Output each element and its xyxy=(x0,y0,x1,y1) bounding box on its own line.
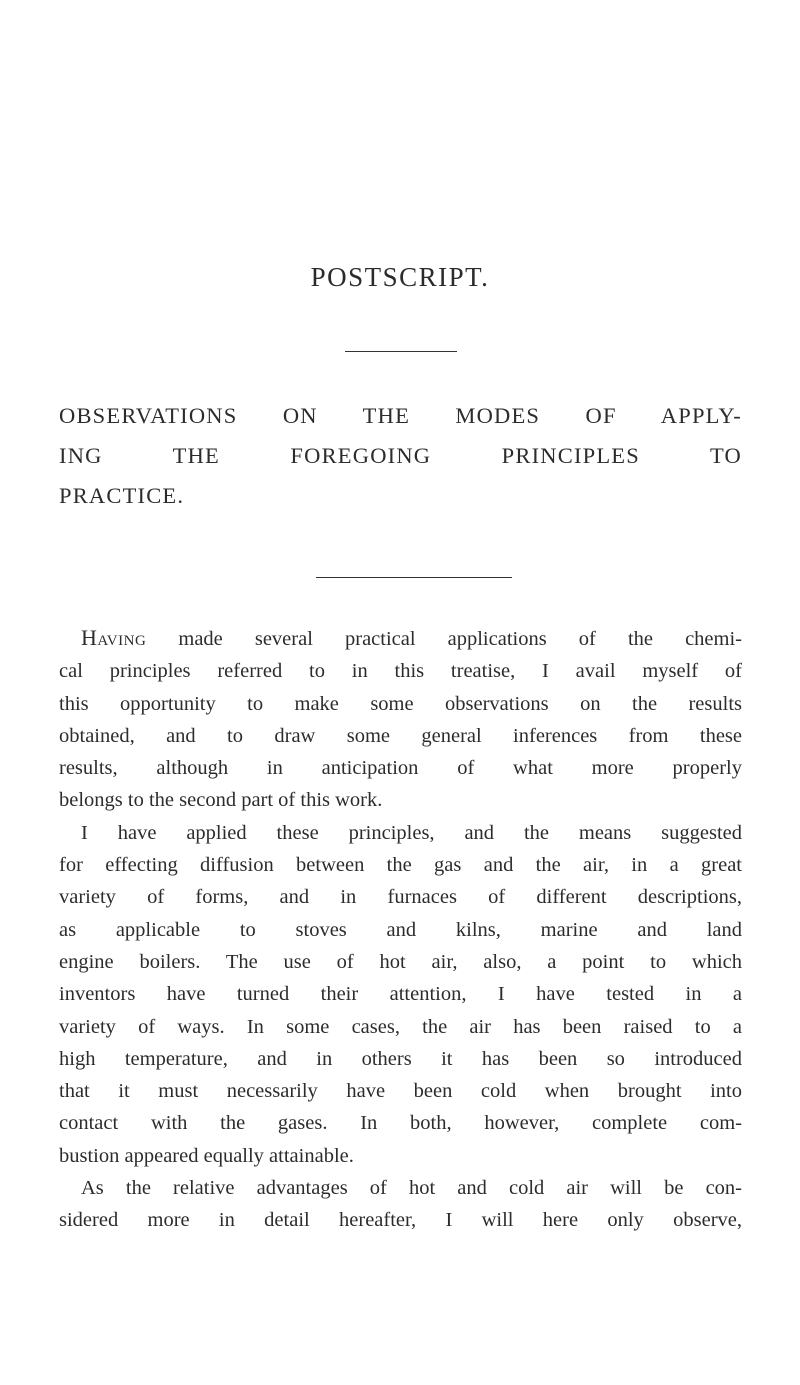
heading-line: PRACTICE. xyxy=(59,483,185,508)
page-title: POSTSCRIPT. xyxy=(310,262,490,292)
text-line: As the relative advantages of hot and cold air will be con- xyxy=(81,1177,742,1200)
text-line: high temperature, and in others it has been so introduced xyxy=(59,1047,742,1070)
heading-line: ING THE FOREGOING PRINCIPLES TO xyxy=(59,443,742,468)
text-line: belongs to the second part of this work. xyxy=(59,789,383,812)
text-line: engine boilers. The use of hot air, also, a point to which xyxy=(59,950,742,973)
text-line: results, although in anticipation of what more properly xyxy=(59,757,742,780)
text-line: variety of ways. In some cases, the air has been raised to a xyxy=(59,1015,742,1038)
text-line: inventors have turned their attention, I have tested in a xyxy=(59,983,742,1006)
text-line: contact with the gases. In both, however, complete com- xyxy=(59,1112,742,1135)
text-line: sidered more in detail hereafter, I will here only observe, xyxy=(59,1209,742,1232)
body-text xyxy=(59,622,742,1237)
text-line: as applicable to stoves and kilns, marine and land xyxy=(59,918,742,941)
section-heading xyxy=(59,396,742,516)
heading-line: OBSERVATIONS ON THE MODES OF APPLY- xyxy=(59,403,742,428)
text-line: that it must necessarily have been cold when brought into xyxy=(59,1080,742,1103)
text-line: variety of forms, and in furnaces of different descriptions, xyxy=(59,886,742,909)
title-divider xyxy=(345,351,457,352)
text-line: cal principles referred to in this treatise, I avail myself of xyxy=(59,660,742,683)
first-word: Having xyxy=(81,625,147,650)
text-line: bustion appeared equally attainable. xyxy=(59,1144,354,1167)
text-line: obtained, and to draw some general inferences from these xyxy=(59,724,742,747)
heading-divider xyxy=(316,577,512,578)
text-line: for effecting diffusion between the gas and the air, in a great xyxy=(59,854,742,877)
text-line-rest: made several practical applications of the chemi- xyxy=(146,628,742,650)
text-line xyxy=(59,622,742,655)
text-line: I have applied these principles, and the means suggested xyxy=(81,821,742,844)
text-line: this opportunity to make some observations on the results xyxy=(59,692,742,715)
